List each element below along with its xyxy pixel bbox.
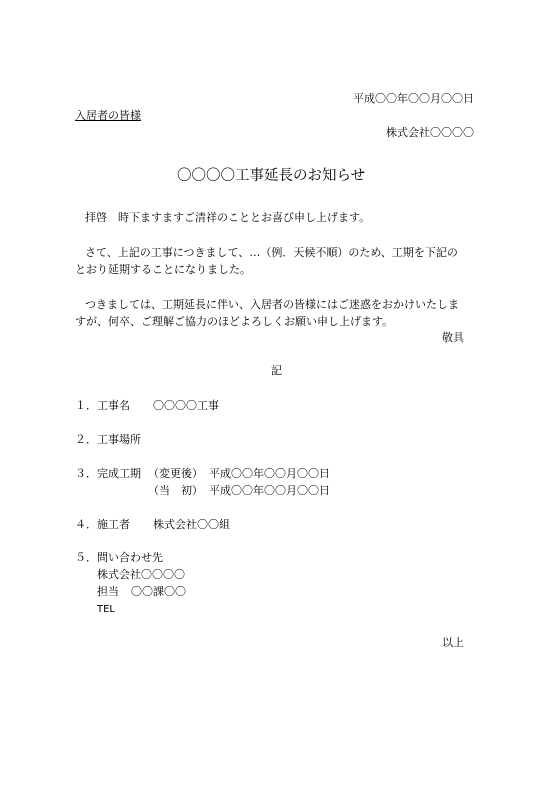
item-4-number: ４． [75,518,97,531]
item-1-value: 〇〇〇〇工事 [153,399,219,412]
issue-date: 平成〇〇年〇〇月〇〇日 [353,92,474,105]
item-2-label: 工事場所 [97,433,141,446]
recipient: 入居者の皆様 [75,109,141,122]
greeting: 拝啓 時下ますますご清祥のこととお喜び申し上げます。 [85,211,371,224]
item-3-after-value: 平成〇〇年〇〇月〇〇日 [209,467,330,480]
item-2-number: ２． [75,433,97,446]
item-3-before-value: 平成〇〇年〇〇月〇〇日 [209,484,330,497]
item-3-label: 完成工期 [97,467,141,480]
paragraph-2-line-1: つきましては、工期延長に伴い、入居者の皆様にはご迷惑をおかけいたしま [85,298,459,311]
paragraph-1-line-1: さて、上記の工事につきまして、…（例．天候不順）のため、工期を下記の [85,246,458,259]
item-5-label: 問い合わせ先 [97,551,163,564]
closing-ijou: 以上 [442,636,464,649]
item-3-number: ３． [75,467,97,480]
document-title: 〇〇〇〇工事延長のお知らせ [177,168,366,184]
paragraph-2-line-2: すが、何卒、ご理解ご協力のほどよろしくお願い申し上げます。 [75,315,394,328]
contact-tel: TEL [97,604,115,615]
item-1-number: １． [75,399,97,412]
item-3-after-label: （変更後） [148,467,203,480]
ki-heading: 記 [271,364,282,377]
item-3-before-label: （当 初） [148,484,203,497]
contact-person-value: 〇〇課〇〇 [131,585,186,598]
item-1-label: 工事名 [97,399,130,412]
contact-company: 株式会社〇〇〇〇 [97,568,185,581]
item-4-value: 株式会社〇〇組 [153,518,230,531]
item-4-label: 施工者 [97,518,130,531]
item-5-number: ５． [75,551,97,564]
closing-keigu: 敬具 [442,331,464,344]
paragraph-1-line-2: とおり延期することになりました。 [75,263,251,276]
contact-person-label: 担当 [97,585,119,598]
sender-company: 株式会社〇〇〇〇 [386,126,474,139]
